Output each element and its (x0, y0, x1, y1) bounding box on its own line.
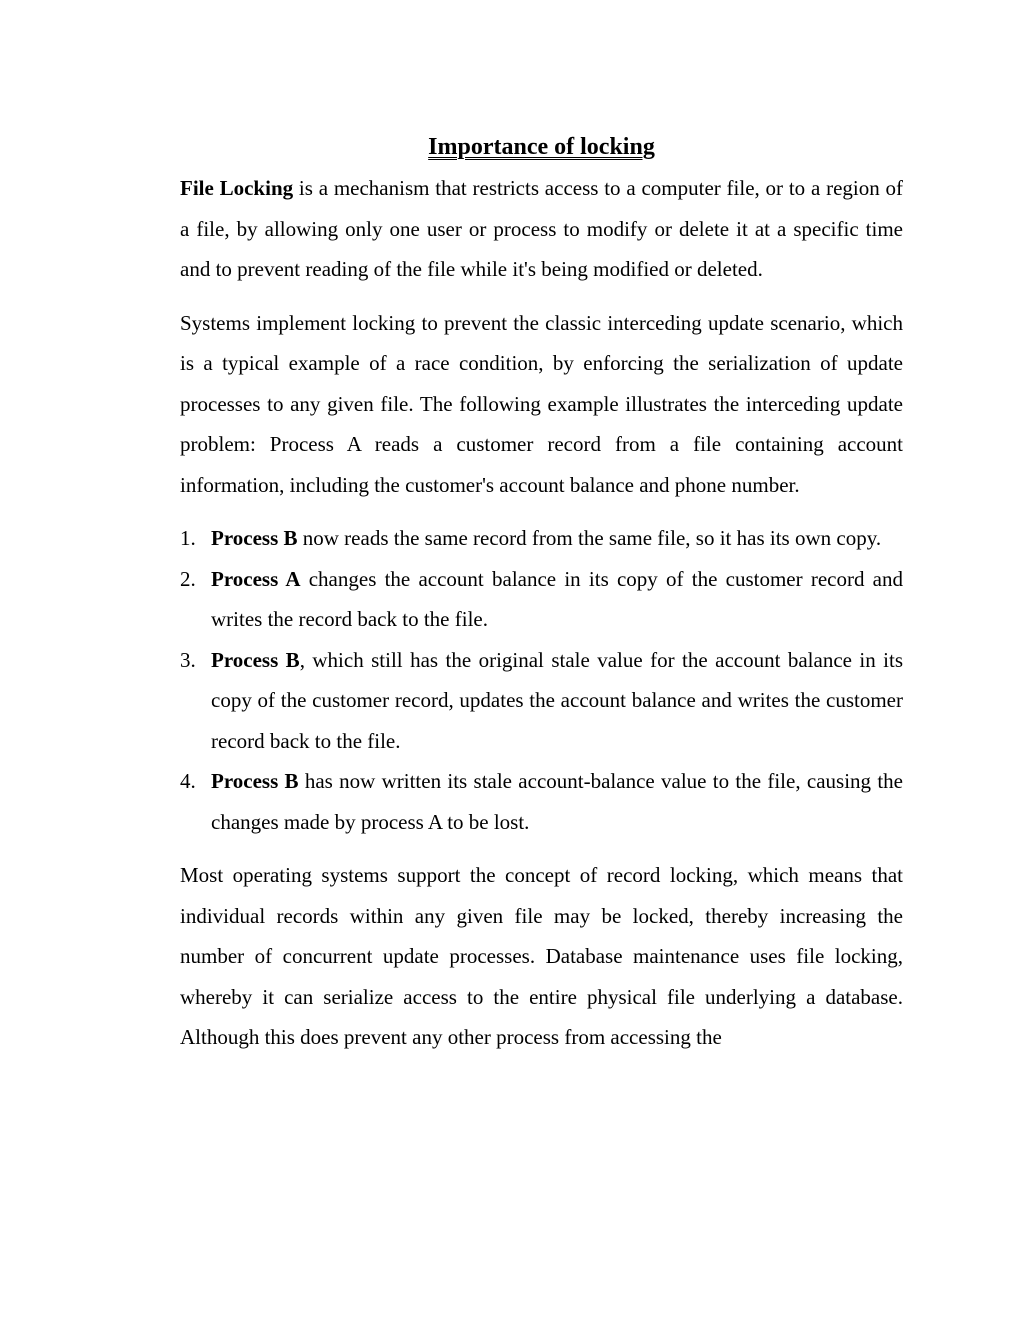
list-item-number: 1. (180, 526, 196, 550)
record-locking-paragraph: Most operating systems support the concept of record locking, which means that individual records within any given file may be locked, thereby increasing the number of concurrent update processes. Database maintenance uses file locking, whereby it can serialize access to the entire physical file underlying a database. Although this does prevent any other process from accessing the (180, 863, 903, 1049)
list-item-text: , which still has the original stale value for the account balance in its copy of the customer record, updates the account balance and writes the customer record back to the file. (211, 647, 903, 753)
list-item-text: has now written its stale account-balance value to the file, causing the changes made by process A to be lost. (211, 769, 903, 834)
list-item (180, 559, 903, 640)
list-item-bold: Process B (211, 647, 300, 672)
list-item-text: changes the account balance in its copy of the customer record and writes the record back to the file. (211, 566, 904, 631)
intro-text: is a mechanism that restricts access to a computer file, or to a region of a file, by allowing only one user or process to modify or delete it at a specific time and to prevent reading of the file while it's being modified or deleted. (180, 176, 904, 281)
document-page (180, 130, 903, 1058)
list-item (180, 640, 903, 762)
race-condition-paragraph: Systems implement locking to prevent the classic interceding update scenario, which is a typical example of a race condition, by enforcing the serialization of update processes to any given file. The following example illustrates the interceding update problem: Process A reads a customer record from a file containing account information, including the customer's account balance and phone number. (180, 310, 903, 497)
list-item-bold: Process B (211, 769, 299, 793)
list-item-number: 2. (180, 566, 196, 591)
steps-list (180, 518, 903, 842)
list-item-bold: Process B (211, 526, 298, 550)
list-item-number: 4. (180, 769, 196, 793)
list-item (180, 518, 903, 559)
list-item-number: 3. (180, 647, 196, 672)
intro-paragraph (180, 168, 903, 290)
list-item (180, 761, 903, 842)
page-title: Importance of locking (428, 134, 655, 160)
intro-term: File Locking (180, 176, 294, 200)
list-item-bold: Process A (211, 566, 301, 591)
list-item-text: now reads the same record from the same file, so it has its own copy. (297, 526, 882, 550)
